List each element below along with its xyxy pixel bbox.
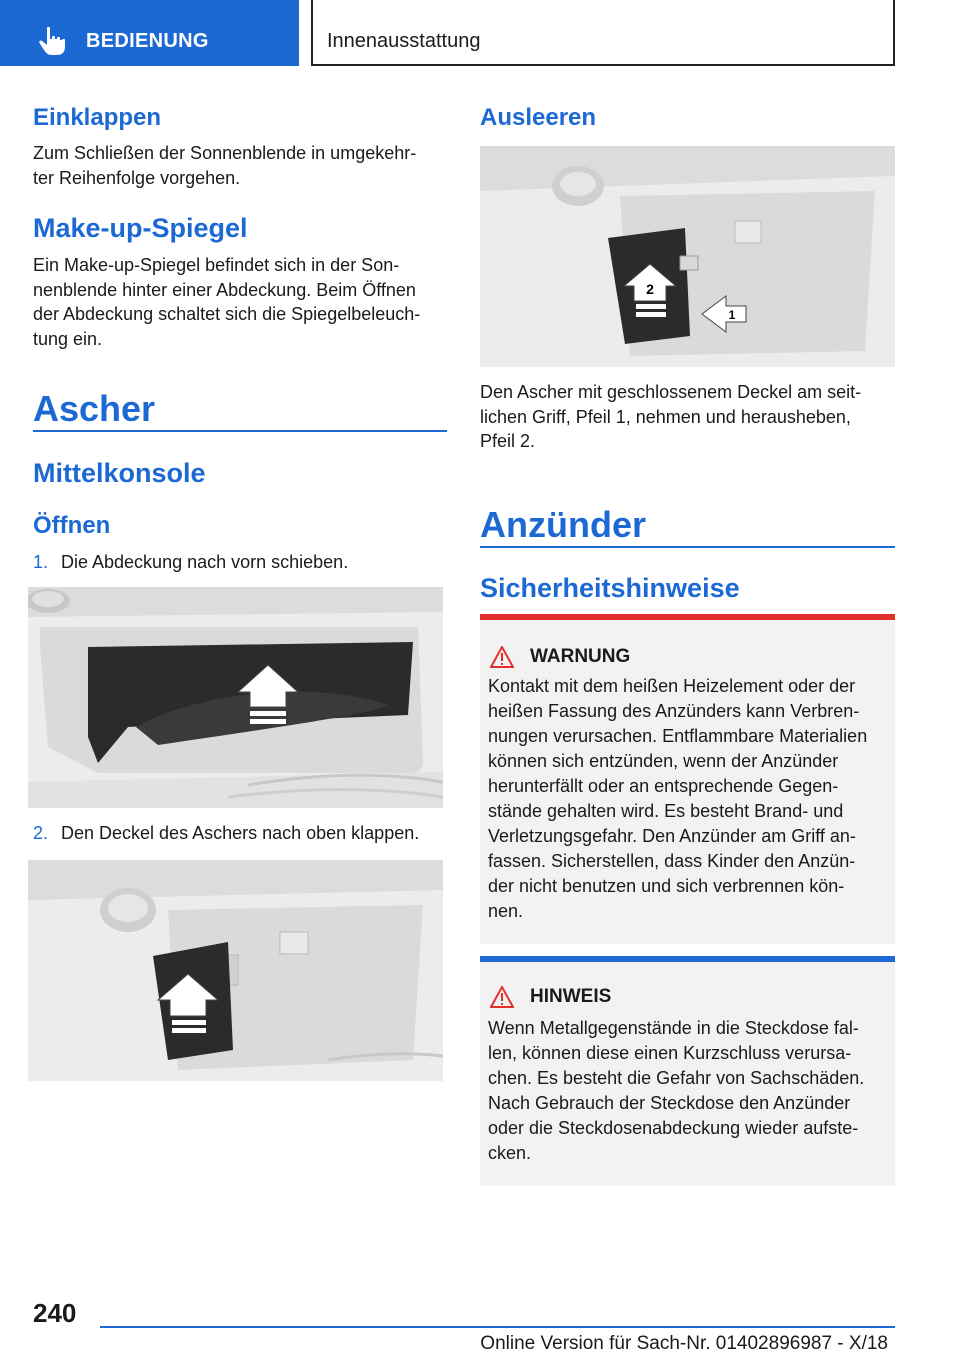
pointing-hand-icon xyxy=(38,26,66,56)
section-header xyxy=(311,0,895,66)
text-line: Ein Make-up-Spiegel befindet sich in der Son- xyxy=(33,255,400,275)
text-line: Pfeil 2. xyxy=(480,431,536,451)
text-line: Verletzungsgefahr. Den Anzünder am Griff an- xyxy=(488,826,856,846)
step-text: Die Abdeckung nach vorn schieben. xyxy=(61,552,349,572)
chapter-tab[interactable] xyxy=(0,0,299,66)
step-text: Den Deckel des Aschers nach oben klappen. xyxy=(61,823,420,843)
arrow-label-1: 1 xyxy=(728,308,736,322)
arrow-label-2: 2 xyxy=(646,281,654,297)
page-number: 240 xyxy=(33,1298,77,1328)
step-1 xyxy=(33,550,447,575)
text-line: oder die Steckdosenabdeckung wieder aufste- xyxy=(488,1118,859,1138)
heading-anzuender: Anzünder xyxy=(480,504,646,545)
notice-header xyxy=(490,986,611,1008)
text-line: Kontakt mit dem heißen Heizelement oder der xyxy=(488,676,856,696)
text-line: herunterfällt oder an entsprechende Gegen- xyxy=(488,776,839,796)
heading-make-up-spiegel: Make-up-Spiegel xyxy=(33,213,248,243)
text-line: heißen Fassung des Anzünders kann Verbren- xyxy=(488,701,860,721)
console-cover-illustration xyxy=(28,587,443,808)
warning-triangle-icon xyxy=(490,986,514,1008)
heading-einklappen: Einklappen xyxy=(33,104,162,131)
text-line: können sich entzünden, wenn der Anzünder xyxy=(488,751,839,771)
warning-box xyxy=(480,614,895,944)
spiegel-text xyxy=(33,253,453,351)
text-line: Wenn Metallgegenstände in die Steckdose fal- xyxy=(488,1018,859,1038)
text-line: Den Ascher mit geschlossenem Deckel am seit- xyxy=(480,382,862,402)
heading-rule xyxy=(33,430,447,432)
text-line: Nach Gebrauch der Steckdose den Anzünder xyxy=(488,1093,851,1113)
text-line: tung ein. xyxy=(33,328,103,349)
footer-rule xyxy=(100,1326,895,1328)
text-line: len, können diese einen Kurzschluss verursa- xyxy=(488,1043,852,1063)
ashtray-lid-photo xyxy=(28,860,443,1081)
text-line: nungen verursachen. Entflammbare Materialien xyxy=(488,726,868,746)
notice-title: HINWEIS xyxy=(530,986,612,1007)
warning-text xyxy=(488,674,889,924)
text-line: stände gehalten wird. Es besteht Brand- und xyxy=(488,801,844,821)
heading-oeffnen: Öffnen xyxy=(33,512,111,539)
ashtray-remove-illustration xyxy=(480,146,895,367)
footer-text: Online Version für Sach-Nr. 01402896987 - X/18 xyxy=(480,1333,888,1354)
ashtray-remove-photo xyxy=(480,146,895,367)
text-line: fassen. Sicherstellen, dass Kinder den Anzün- xyxy=(488,851,856,871)
heading-ascher: Ascher xyxy=(33,388,156,429)
notice-bar xyxy=(480,956,895,962)
ashtray-lid-illustration xyxy=(28,860,443,1081)
text-line: Zum Schließen der Sonnenblende in umgekehr- xyxy=(33,143,417,163)
section-header-label: Innenausstattung xyxy=(327,30,481,52)
step-2 xyxy=(33,821,447,846)
console-cover-photo xyxy=(28,587,443,808)
chapter-tab-label: BEDIENUNG xyxy=(86,30,209,52)
text-line: der nicht benutzen und sich verbrennen kön- xyxy=(488,876,845,896)
text-line: lichen Griff, Pfeil 1, nehmen und herausheben, xyxy=(480,406,851,427)
text-line: chen. Es besteht die Gefahr von Sachschäden. xyxy=(488,1068,865,1088)
notice-text xyxy=(488,1016,889,1166)
text-line: cken. xyxy=(488,1143,532,1163)
heading-rule xyxy=(480,546,895,548)
warning-triangle-icon xyxy=(490,646,514,668)
heading-ausleeren: Ausleeren xyxy=(480,104,597,131)
einklappen-text xyxy=(33,141,447,190)
heading-mittelkonsole: Mittelkonsole xyxy=(33,458,206,488)
text-line: der Abdeckung schaltet sich die Spiegelbeleuch- xyxy=(33,304,421,324)
heading-sicherheitshinweise: Sicherheitshinweise xyxy=(480,573,740,603)
warning-header xyxy=(490,646,630,668)
text-line: nenblende hinter einer Abdeckung. Beim Öffnen xyxy=(33,279,416,300)
ausleeren-text xyxy=(480,380,900,454)
step-number: 2. xyxy=(33,823,49,843)
text-line: nen. xyxy=(488,901,524,921)
text-line: ter Reihenfolge vorgehen. xyxy=(33,167,241,188)
warning-bar xyxy=(480,614,895,620)
warning-title: WARNUNG xyxy=(530,646,631,667)
step-number: 1. xyxy=(33,552,49,572)
notice-box xyxy=(480,956,895,1186)
